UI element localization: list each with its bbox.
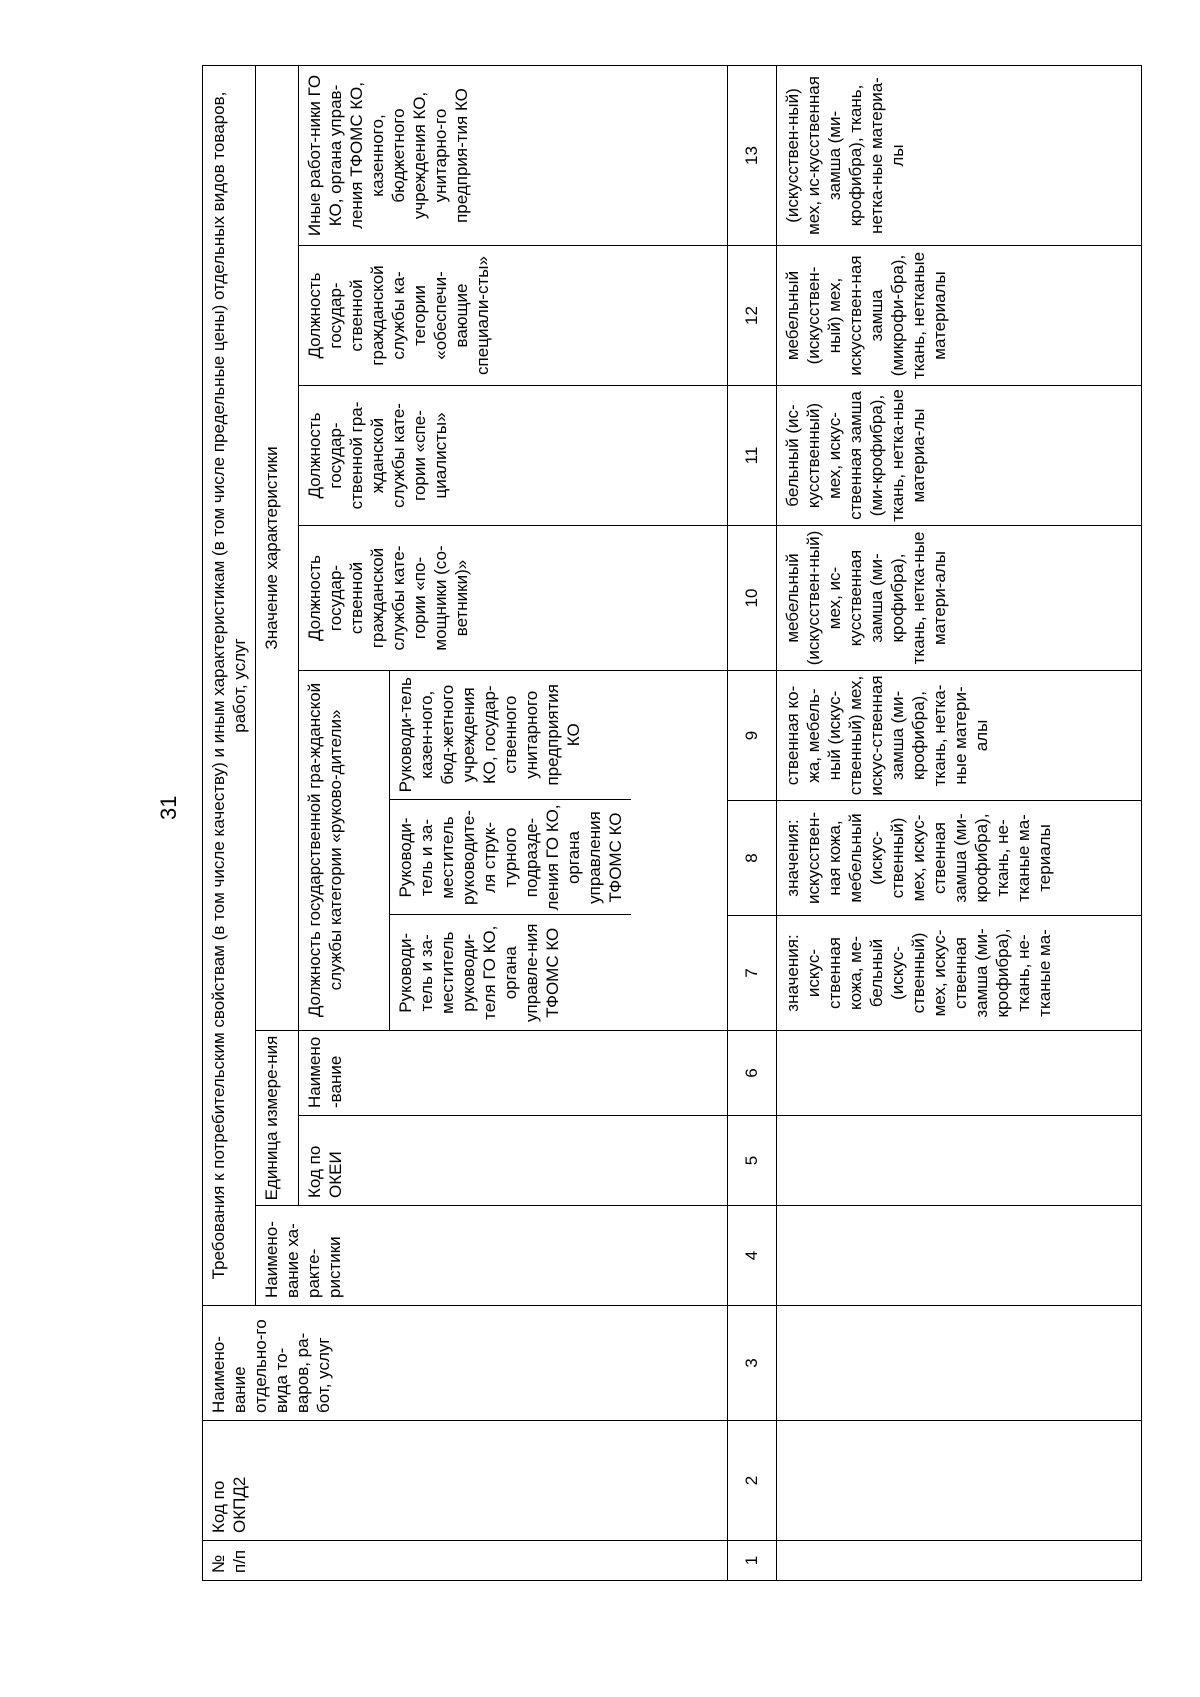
cell-num bbox=[776, 1541, 1141, 1581]
header-support-specialists: Должность государ-ственной гражданской службы ка-тегории «обеспечи-вающие специали-сты» bbox=[299, 246, 728, 386]
header-num: № п/п bbox=[203, 1541, 728, 1581]
col-number-12: 12 bbox=[727, 246, 776, 386]
header-item-name: Наимено-вание отдельно-го вида то-варов, ра-бот, услуг bbox=[203, 1306, 728, 1421]
cell-unit-name bbox=[776, 1031, 1141, 1116]
header-okpd: Код по ОКПД2 bbox=[203, 1421, 728, 1541]
col-number-10: 10 bbox=[727, 526, 776, 671]
header-other-workers: Иные работ-ники ГО КО, органа управ-ления ТФОМС КО, казенного, бюджетного учреждения КО, унитарно-го предприя-тия КО bbox=[299, 65, 728, 245]
cell-char-name bbox=[776, 1206, 1141, 1306]
col-number-5: 5 bbox=[727, 1116, 776, 1206]
header-unit: Единица измере-ния bbox=[256, 1031, 299, 1206]
col-number-2: 2 bbox=[727, 1421, 776, 1541]
header-okei: Код по ОКЕИ bbox=[299, 1116, 728, 1206]
header-heads-struct: Руководи-тель и за-меститель руководите-ля струк-турного подразде-ления ГО КО, органа управления ТФОМС КО bbox=[390, 800, 632, 915]
cell-okei bbox=[776, 1116, 1141, 1206]
col-number-9: 9 bbox=[727, 671, 776, 801]
cell-value-support-specialists: мебельный (искусствен-ный) мех, искусствен-ная замша (микрофи-бра), ткань, нетканые материалы bbox=[776, 246, 1141, 386]
cell-value-heads-struct: значения: искусствен-ная кожа, мебельный (искус-ственный) мех, искус-ственная замша (ми-крофибра), ткань, не-тканые ма-териалы bbox=[776, 801, 1141, 916]
col-number-7: 7 bbox=[727, 916, 776, 1031]
col-number-11: 11 bbox=[727, 386, 776, 526]
cell-okpd bbox=[776, 1421, 1141, 1541]
page-number: 31 bbox=[156, 795, 181, 820]
col-number-8: 8 bbox=[727, 801, 776, 916]
cell-value-heads-tfoms: значения: искус-ственная кожа, ме-бельный (искус-ственный) мех, искус-ственная замша (ми-крофибра), ткань, не-тканые ма- bbox=[776, 916, 1141, 1031]
col-number-4: 4 bbox=[727, 1206, 776, 1306]
header-heads-inst: Руководи-тель казен-ного, бюд-жетного учреждения КО, государ-ственного унитарного предприятия КО bbox=[390, 670, 632, 800]
col-number-13: 13 bbox=[727, 65, 776, 245]
header-char-name: Наимено-вание ха-ракте-ристики bbox=[256, 1206, 728, 1306]
rotated-table-container bbox=[202, 66, 1142, 1581]
col-number-6: 6 bbox=[727, 1031, 776, 1116]
header-heads-tfoms: Руководи-тель и за-меститель руководи-теля ГО КО, органа управле-ния ТФОМС КО bbox=[390, 915, 632, 1030]
cell-value-assistants: мебельный (искусствен-ный) мех, ис-кусственная замша (ми-крофибра), ткань, нетка-ные матери-алы bbox=[776, 526, 1141, 671]
header-specialists: Должность государ-ственной гра-жданской службы кате-гории «спе-циалисты» bbox=[299, 386, 728, 526]
cell-value-heads-inst: ственная ко-жа, мебель-ный (искус-ственный) мех, искус-ственная замша (ми-крофибра), ткань, нетка-ные матери-алы bbox=[776, 671, 1141, 801]
header-assistants: Должность государ-ственной гражданской службы кате-гории «по-мощники (со-ветники)» bbox=[299, 526, 728, 671]
cell-value-other-workers: (искусствен-ный) мех, ис-кусственная замша (ми-крофибра), ткань, нетка-ные материа-лы bbox=[776, 65, 1141, 245]
header-heads-block bbox=[299, 671, 728, 1031]
header-unit-name: Наимено-вание bbox=[299, 1031, 728, 1116]
header-heads-group: Должность государственной гра-жданской службы категории «руково-дители» bbox=[299, 670, 390, 1030]
cell-item-name bbox=[776, 1306, 1141, 1421]
header-char-value: Значение характеристики bbox=[256, 65, 299, 1030]
characteristics-table bbox=[202, 65, 1142, 1581]
col-number-3: 3 bbox=[727, 1306, 776, 1421]
col-number-1: 1 bbox=[727, 1541, 776, 1581]
header-requirements: Требования к потребительским свойствам (в том числе качеству) и иным характеристикам (в том числе предельные цены) отдельных видов товаров, работ, услуг bbox=[203, 65, 256, 1305]
cell-value-specialists: бельный (ис-кусственный) мех, искус-ственная замша (ми-крофибра), ткань, нетка-ные материа-лы bbox=[776, 386, 1141, 526]
